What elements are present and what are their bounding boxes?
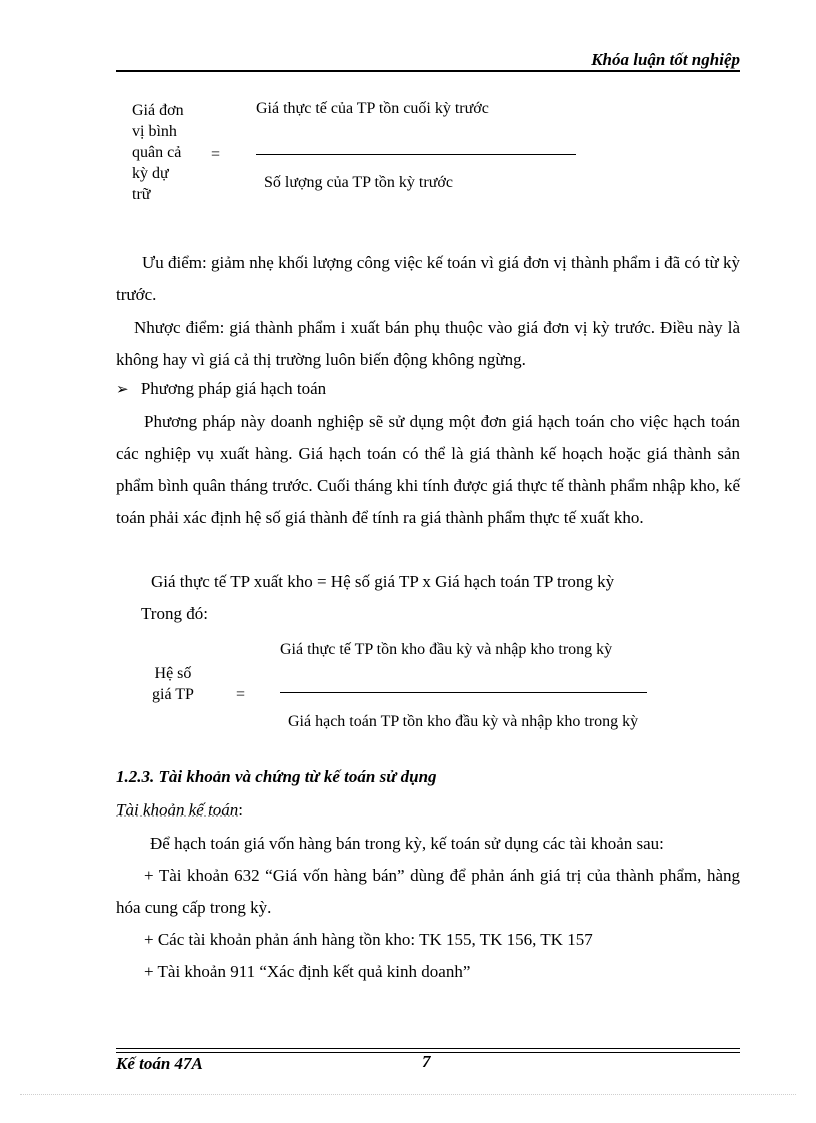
subheading-text: Tài khoản kế toán bbox=[116, 800, 239, 819]
page-number: 7 bbox=[422, 1052, 431, 1071]
formula2-lhs-line: giá TP bbox=[152, 686, 194, 703]
formula2-numerator: Giá thực tế TP tồn kho đầu kỳ và nhập kho trong kỳ bbox=[280, 641, 613, 658]
section-intro: Để hạch toán giá vốn hàng bán trong kỳ, kế toán sử dụng các tài khoản sau: bbox=[150, 834, 664, 853]
account-item: + Tài khoản 911 “Xác định kết quả kinh doanh” bbox=[144, 962, 471, 981]
method-description: Phương pháp này doanh nghiệp sẽ sử dụng một đơn giá hạch toán cho việc hạch toán các nghiệp vụ xuất hàng. Giá hạch toán có thể là giá thành kế hoạch hoặc giá thành sản phẩm bình quân tháng trước. Cuối tháng khi tính được giá thực tế thành phẩm nhập kho, kế toán phải xác định hệ số giá thành để tính ra giá thành phẩm thực tế xuất kho. bbox=[116, 412, 740, 527]
section-subheading bbox=[116, 800, 243, 820]
subheading-colon: : bbox=[238, 800, 244, 819]
advantage-paragraph: Ưu điểm: giảm nhẹ khối lượng công việc kế toán vì giá đơn vị thành phẩm i đã có từ kỳ trước. bbox=[116, 253, 740, 304]
section-heading: 1.2.3. Tài khoản và chứng từ kế toán sử dụng bbox=[116, 767, 437, 786]
formula-line: Giá thực tế TP xuất kho = Hệ số giá TP x Giá hạch toán TP trong kỳ bbox=[151, 572, 615, 591]
formula2-denominator: Giá hạch toán TP tồn kho đầu kỳ và nhập kho trong kỳ bbox=[288, 713, 639, 730]
formula1-lhs-line: kỳ dự bbox=[132, 165, 169, 182]
formula1-denominator: Số lượng của TP tồn kỳ trước bbox=[264, 174, 453, 191]
formula1-fraction-bar bbox=[256, 154, 576, 155]
bullet-title: Phương pháp giá hạch toán bbox=[140, 379, 327, 398]
formula1-equals: = bbox=[211, 146, 221, 163]
page-edge-dotted-line bbox=[20, 1094, 796, 1095]
footer-label: Kế toán 47A bbox=[116, 1054, 203, 1073]
formula2-lhs bbox=[152, 663, 194, 705]
account-item: + Tài khoản 632 “Giá vốn hàng bán” dùng để phản ánh giá trị của thành phẩm, hàng hóa cung cấp trong kỳ. bbox=[116, 866, 740, 917]
bullet-item bbox=[116, 377, 326, 402]
formula1-numerator: Giá thực tế của TP tồn cuối kỳ trước bbox=[256, 100, 489, 117]
where-label: Trong đó: bbox=[141, 604, 208, 623]
arrow-bullet-icon: ➢ bbox=[116, 382, 129, 398]
formula2-lhs-line: Hệ số bbox=[154, 665, 192, 682]
formula1-lhs-line: trữ bbox=[132, 186, 151, 203]
formula1-lhs bbox=[132, 100, 184, 205]
account-item: + Các tài khoản phản ánh hàng tồn kho: TK 155, TK 156, TK 157 bbox=[144, 930, 593, 949]
page-header-title: Khóa luận tốt nghiệp bbox=[591, 50, 740, 69]
disadvantage-paragraph: Nhược điểm: giá thành phẩm i xuất bán phụ thuộc vào giá đơn vị kỳ trước. Điều này là không hay vì giá cả thị trường luôn biến động không ngừng. bbox=[116, 318, 740, 369]
formula1-lhs-line: vị bình bbox=[132, 123, 177, 140]
formula2-equals: = bbox=[236, 686, 246, 703]
header-rule bbox=[116, 70, 740, 72]
footer-rule bbox=[116, 1048, 740, 1049]
formula1-lhs-line: Giá đơn bbox=[132, 102, 184, 119]
formula2-fraction-bar bbox=[280, 692, 647, 693]
formula1-lhs-line: quân cả bbox=[132, 144, 182, 161]
